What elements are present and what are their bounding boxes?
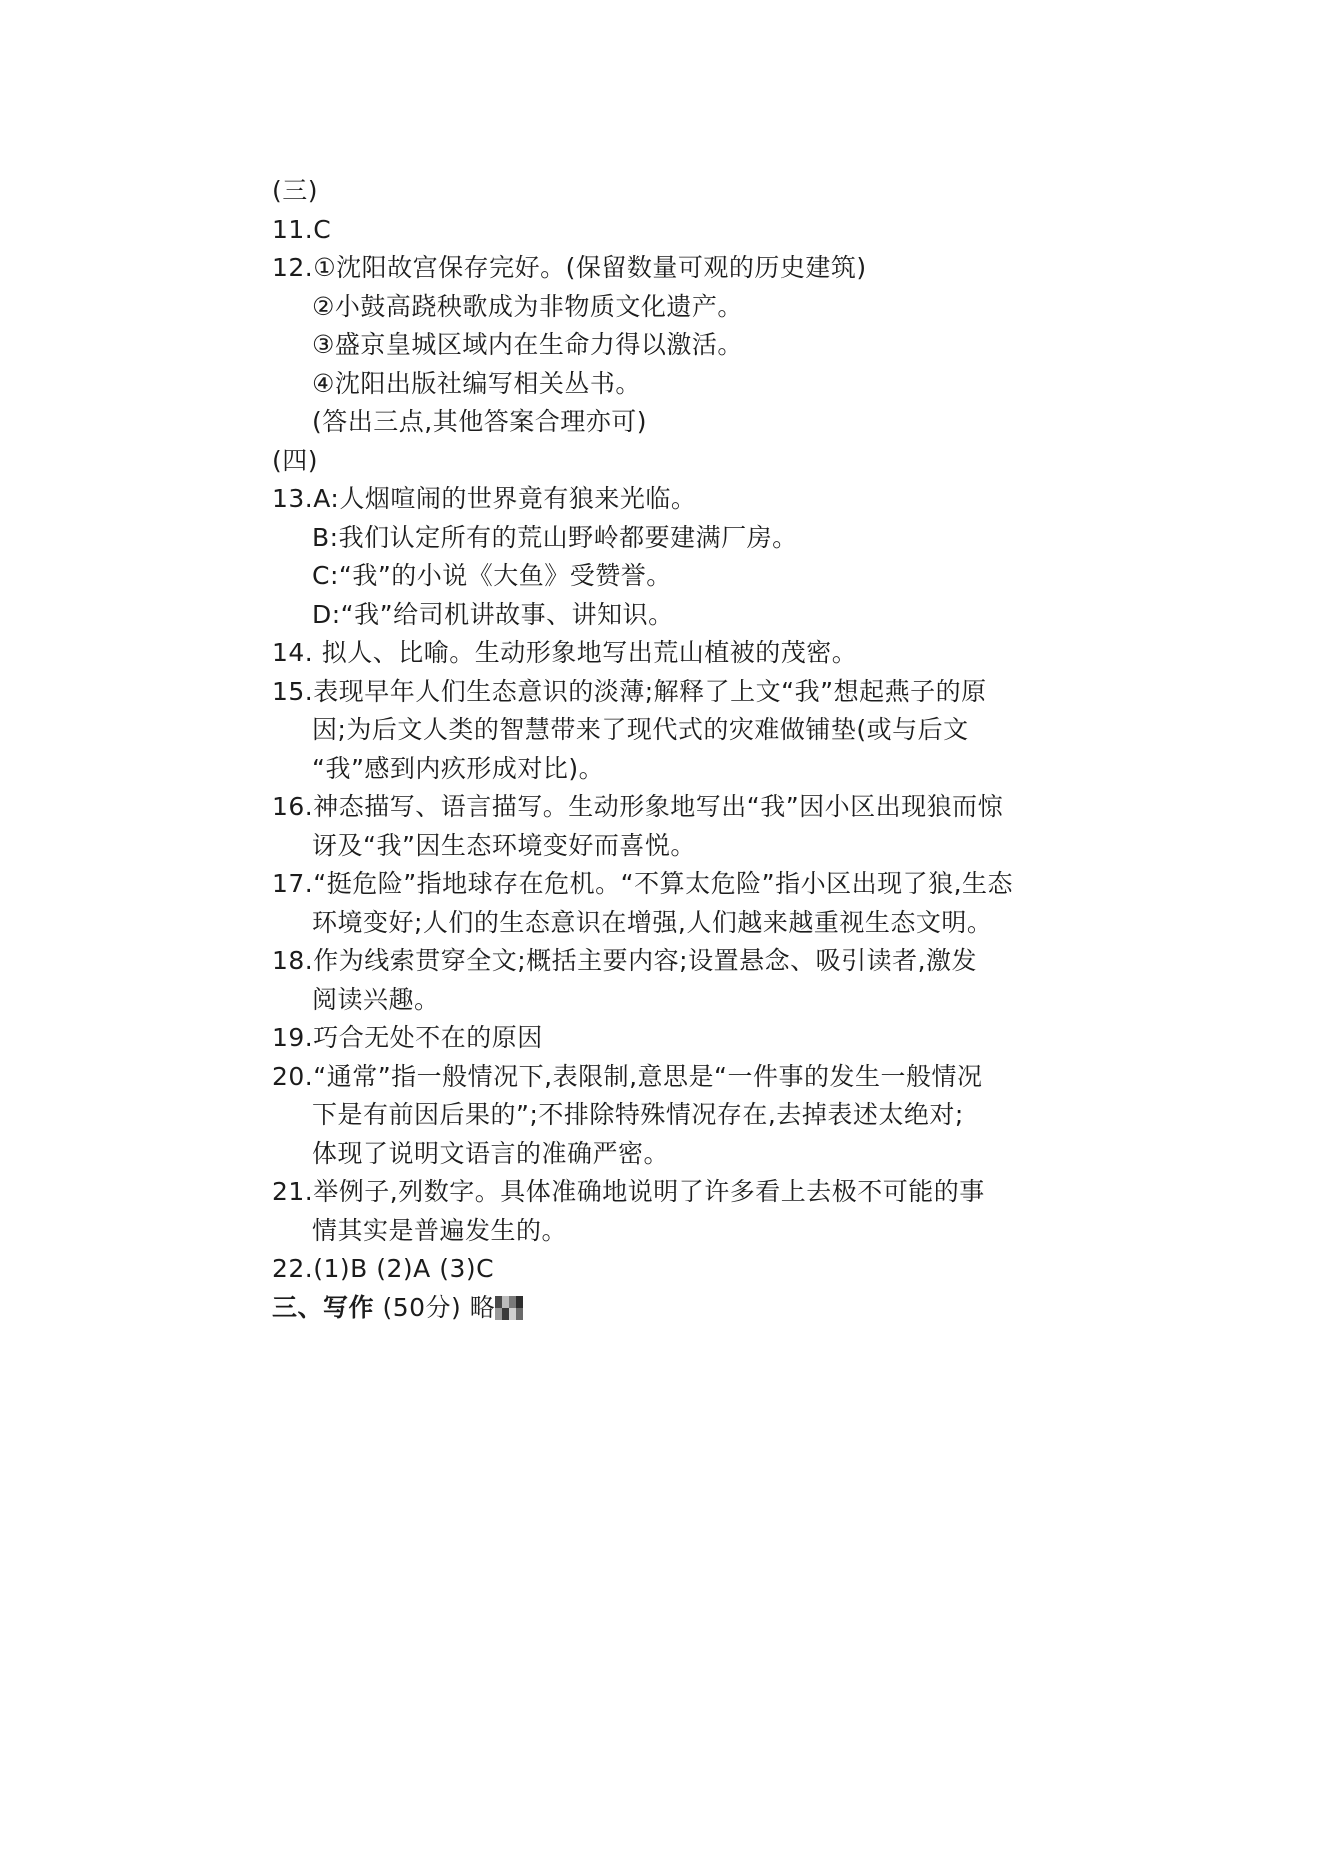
answer-15-line-2: 因;为后文人类的智慧带来了现代式的灾难做铺垫(或与后文 — [312, 715, 969, 744]
answer-14: 14. 拟人、比喻。生动形象地写出荒山植被的茂密。 — [272, 638, 858, 667]
answer-17-line-1: 17.“挺危险”指地球存在危机。“不算太危险”指小区出现了狼,生态 — [272, 869, 1014, 898]
writing-title: 三、写作 — [272, 1292, 375, 1322]
answer-11: 11.C — [272, 214, 332, 244]
answer-12-line-3: ③盛京皇城区域内在生命力得以激活。 — [312, 330, 743, 359]
answer-18-line-2: 阅读兴趣。 — [312, 984, 440, 1014]
answer-20-line-1: 20.“通常”指一般情况下,表限制,意思是“一件事的发生一般情况 — [272, 1061, 983, 1091]
answer-19: 19.巧合无处不在的原因 — [272, 1023, 543, 1052]
answer-key — [272, 172, 1062, 1327]
answer-20-line-2: 下是有前因后果的”;不排除特殊情况存在,去掉表述太绝对; — [312, 1100, 964, 1129]
answer-22: 22.(1)B (2)A (3)C — [272, 1254, 495, 1283]
answer-12-line-2: ②小鼓高跷秧歌成为非物质文化遗产。 — [312, 291, 743, 321]
answer-13-line-3: C:“我”的小说《大鱼》受赞誉。 — [312, 561, 672, 590]
answer-15-line-3: “我”感到内疚形成对比)。 — [312, 753, 605, 783]
answer-15-line-1: 15.表现早年人们生态意识的淡薄;解释了上文“我”想起燕子的原 — [272, 676, 987, 706]
answer-16-line-2: 讶及“我”因生态环境变好而喜悦。 — [312, 830, 696, 860]
writing-section — [272, 1289, 1062, 1328]
writing-score: (50分) — [382, 1292, 462, 1322]
answer-21-line-1: 21.举例子,列数字。具体准确地说明了许多看上去极不可能的事 — [272, 1177, 985, 1206]
answer-18-line-1: 18.作为线索贯穿全文;概括主要内容;设置悬念、吸引读者,激发 — [272, 946, 978, 975]
answer-13-line-4: D:“我”给司机讲故事、讲知识。 — [312, 599, 674, 629]
answer-12-line-4: ④沈阳出版社编写相关丛书。 — [312, 368, 641, 398]
answer-16-line-1: 16.神态描写、语言描写。生动形象地写出“我”因小区出现狼而惊 — [272, 792, 1004, 821]
answer-17-line-2: 环境变好;人们的生态意识在增强,人们越来越重视生态文明。 — [312, 907, 993, 937]
section-3-header: (三) — [272, 176, 319, 205]
section-4-header: (四) — [272, 445, 319, 475]
answer-13-line-2: B:我们认定所有的荒山野岭都要建满厂房。 — [312, 522, 798, 552]
writing-note: 略 — [469, 1292, 496, 1322]
answer-12-note: (答出三点,其他答案合理亦可) — [312, 407, 647, 436]
answer-12-line-1: 12.①沈阳故宫保存完好。(保留数量可观的历史建筑) — [272, 253, 867, 282]
answer-21-line-2: 情其实是普遍发生的。 — [312, 1215, 568, 1245]
mosaic-watermark-icon — [495, 1296, 523, 1320]
answer-20-line-3: 体现了说明文语言的准确严密。 — [312, 1138, 670, 1168]
answer-13-line-1: 13.A:人烟喧闹的世界竟有狼来光临。 — [272, 484, 697, 513]
